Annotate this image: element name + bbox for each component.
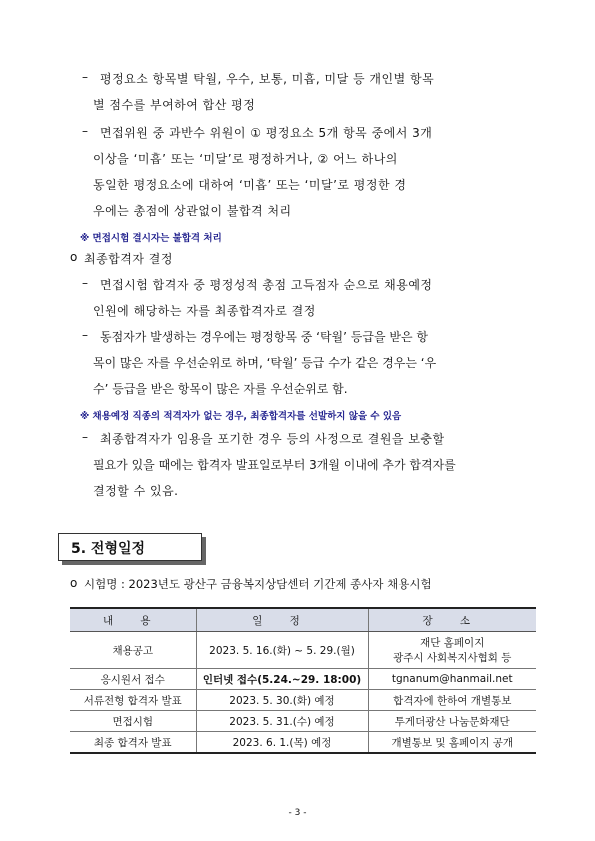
eval-line-2a: 면접위원 중 과반수 위원이 ① 평정요소 5개 항목 중에서 3개 — [100, 126, 433, 140]
final-line-1a: 면접시험 합격자 중 평정성적 총점 고득점자 순으로 채용예정 — [100, 278, 433, 292]
header-date: 일 정 — [196, 608, 368, 632]
final-line-3a: 최종합격자가 임용을 포기한 경우 등의 사정으로 결원을 보충할 — [100, 432, 445, 446]
header-content: 내 용 — [70, 608, 196, 632]
row-place: 개별통보 및 홈페이지 공개 — [368, 732, 536, 754]
table-header-row — [70, 608, 536, 632]
dash-marker: – — [82, 124, 88, 138]
table-row — [70, 632, 536, 669]
bullet-o: o — [70, 250, 78, 264]
table-row — [70, 690, 536, 711]
note-absentee: ※ 면접시험 결시자는 불합격 처리 — [80, 233, 222, 244]
row-place-line: 재단 홈페이지 — [420, 637, 485, 649]
dash-marker: – — [82, 430, 88, 444]
row-date: 2023. 6. 1.(목) 예정 — [196, 732, 368, 754]
header-place: 장 소 — [368, 608, 536, 632]
row-date: 인터넷 접수(5.24.~29. 18:00) — [196, 669, 368, 690]
section-title: 5. 전형일정 — [71, 541, 146, 557]
row-content: 최종 합격자 발표 — [70, 732, 196, 754]
row-content: 채용공고 — [70, 632, 196, 669]
row-content: 응시원서 접수 — [70, 669, 196, 690]
final-line-1b: 인원에 해당하는 자를 최종합격자로 결정 — [93, 304, 316, 318]
final-heading: 최종합격자 결정 — [84, 252, 173, 266]
table-row — [70, 711, 536, 732]
final-line-2b: 목이 많은 자를 우선순위로 하며, ‘탁월’ 등급 수가 같은 경우는 ‘우 — [93, 356, 437, 370]
final-line-3c: 결정할 수 있음. — [93, 484, 179, 498]
dash-marker: – — [82, 276, 88, 290]
row-place: 투게더광산 나눔문화재단 — [368, 711, 536, 732]
bullet-o: o — [70, 576, 78, 590]
eval-line-2b: 이상을 ‘미흡’ 또는 ‘미달’로 평정하거나, ② 어느 하나의 — [93, 152, 398, 166]
row-date: 2023. 5. 31.(수) 예정 — [196, 711, 368, 732]
schedule-table — [70, 607, 536, 754]
row-date: 2023. 5. 16.(화) ~ 5. 29.(월) — [196, 632, 368, 669]
eval-line-2c: 동일한 평정요소에 대하여 ‘미흡’ 또는 ‘미달’로 평정한 경 — [93, 178, 407, 192]
table-row — [70, 669, 536, 690]
eval-line-1a: 평정요소 항목별 탁월, 우수, 보통, 미흡, 미달 등 개인별 항목 — [100, 72, 435, 86]
exam-name: 시험명 : 2023년도 광산구 금융복지상담센터 기간제 종사자 채용시험 — [84, 577, 432, 591]
dash-marker: – — [82, 328, 88, 342]
eval-line-1b: 별 점수를 부여하여 합산 평정 — [93, 98, 256, 112]
note-no-qualified: ※ 채용예정 직종의 적격자가 없는 경우, 최종합격자를 선발하지 않을 수 있음 — [80, 411, 402, 422]
row-place: 합격자에 한하여 개별통보 — [368, 690, 536, 711]
section-heading-box — [58, 533, 202, 561]
row-place — [368, 632, 536, 669]
page-number: - 3 - — [288, 808, 307, 818]
row-place-line: 광주시 사회복지사협회 등 — [393, 652, 512, 664]
final-line-2a: 동점자가 발생하는 경우에는 평정항목 중 ‘탁월’ 등급을 받은 항 — [100, 330, 428, 344]
final-line-2c: 수’ 등급을 받은 항목이 많은 자를 우선순위로 함. — [93, 382, 348, 396]
row-content: 서류전형 합격자 발표 — [70, 690, 196, 711]
final-line-3b: 필요가 있을 때에는 합격자 발표일로부터 3개월 이내에 추가 합격자를 — [93, 458, 456, 472]
table-row — [70, 732, 536, 754]
row-date: 2023. 5. 30.(화) 예정 — [196, 690, 368, 711]
row-place: tgnanum@hanmail.net — [368, 669, 536, 690]
eval-line-2d: 우에는 총점에 상관없이 불합격 처리 — [93, 204, 292, 218]
row-content: 면접시험 — [70, 711, 196, 732]
dash-marker: – — [82, 70, 88, 84]
